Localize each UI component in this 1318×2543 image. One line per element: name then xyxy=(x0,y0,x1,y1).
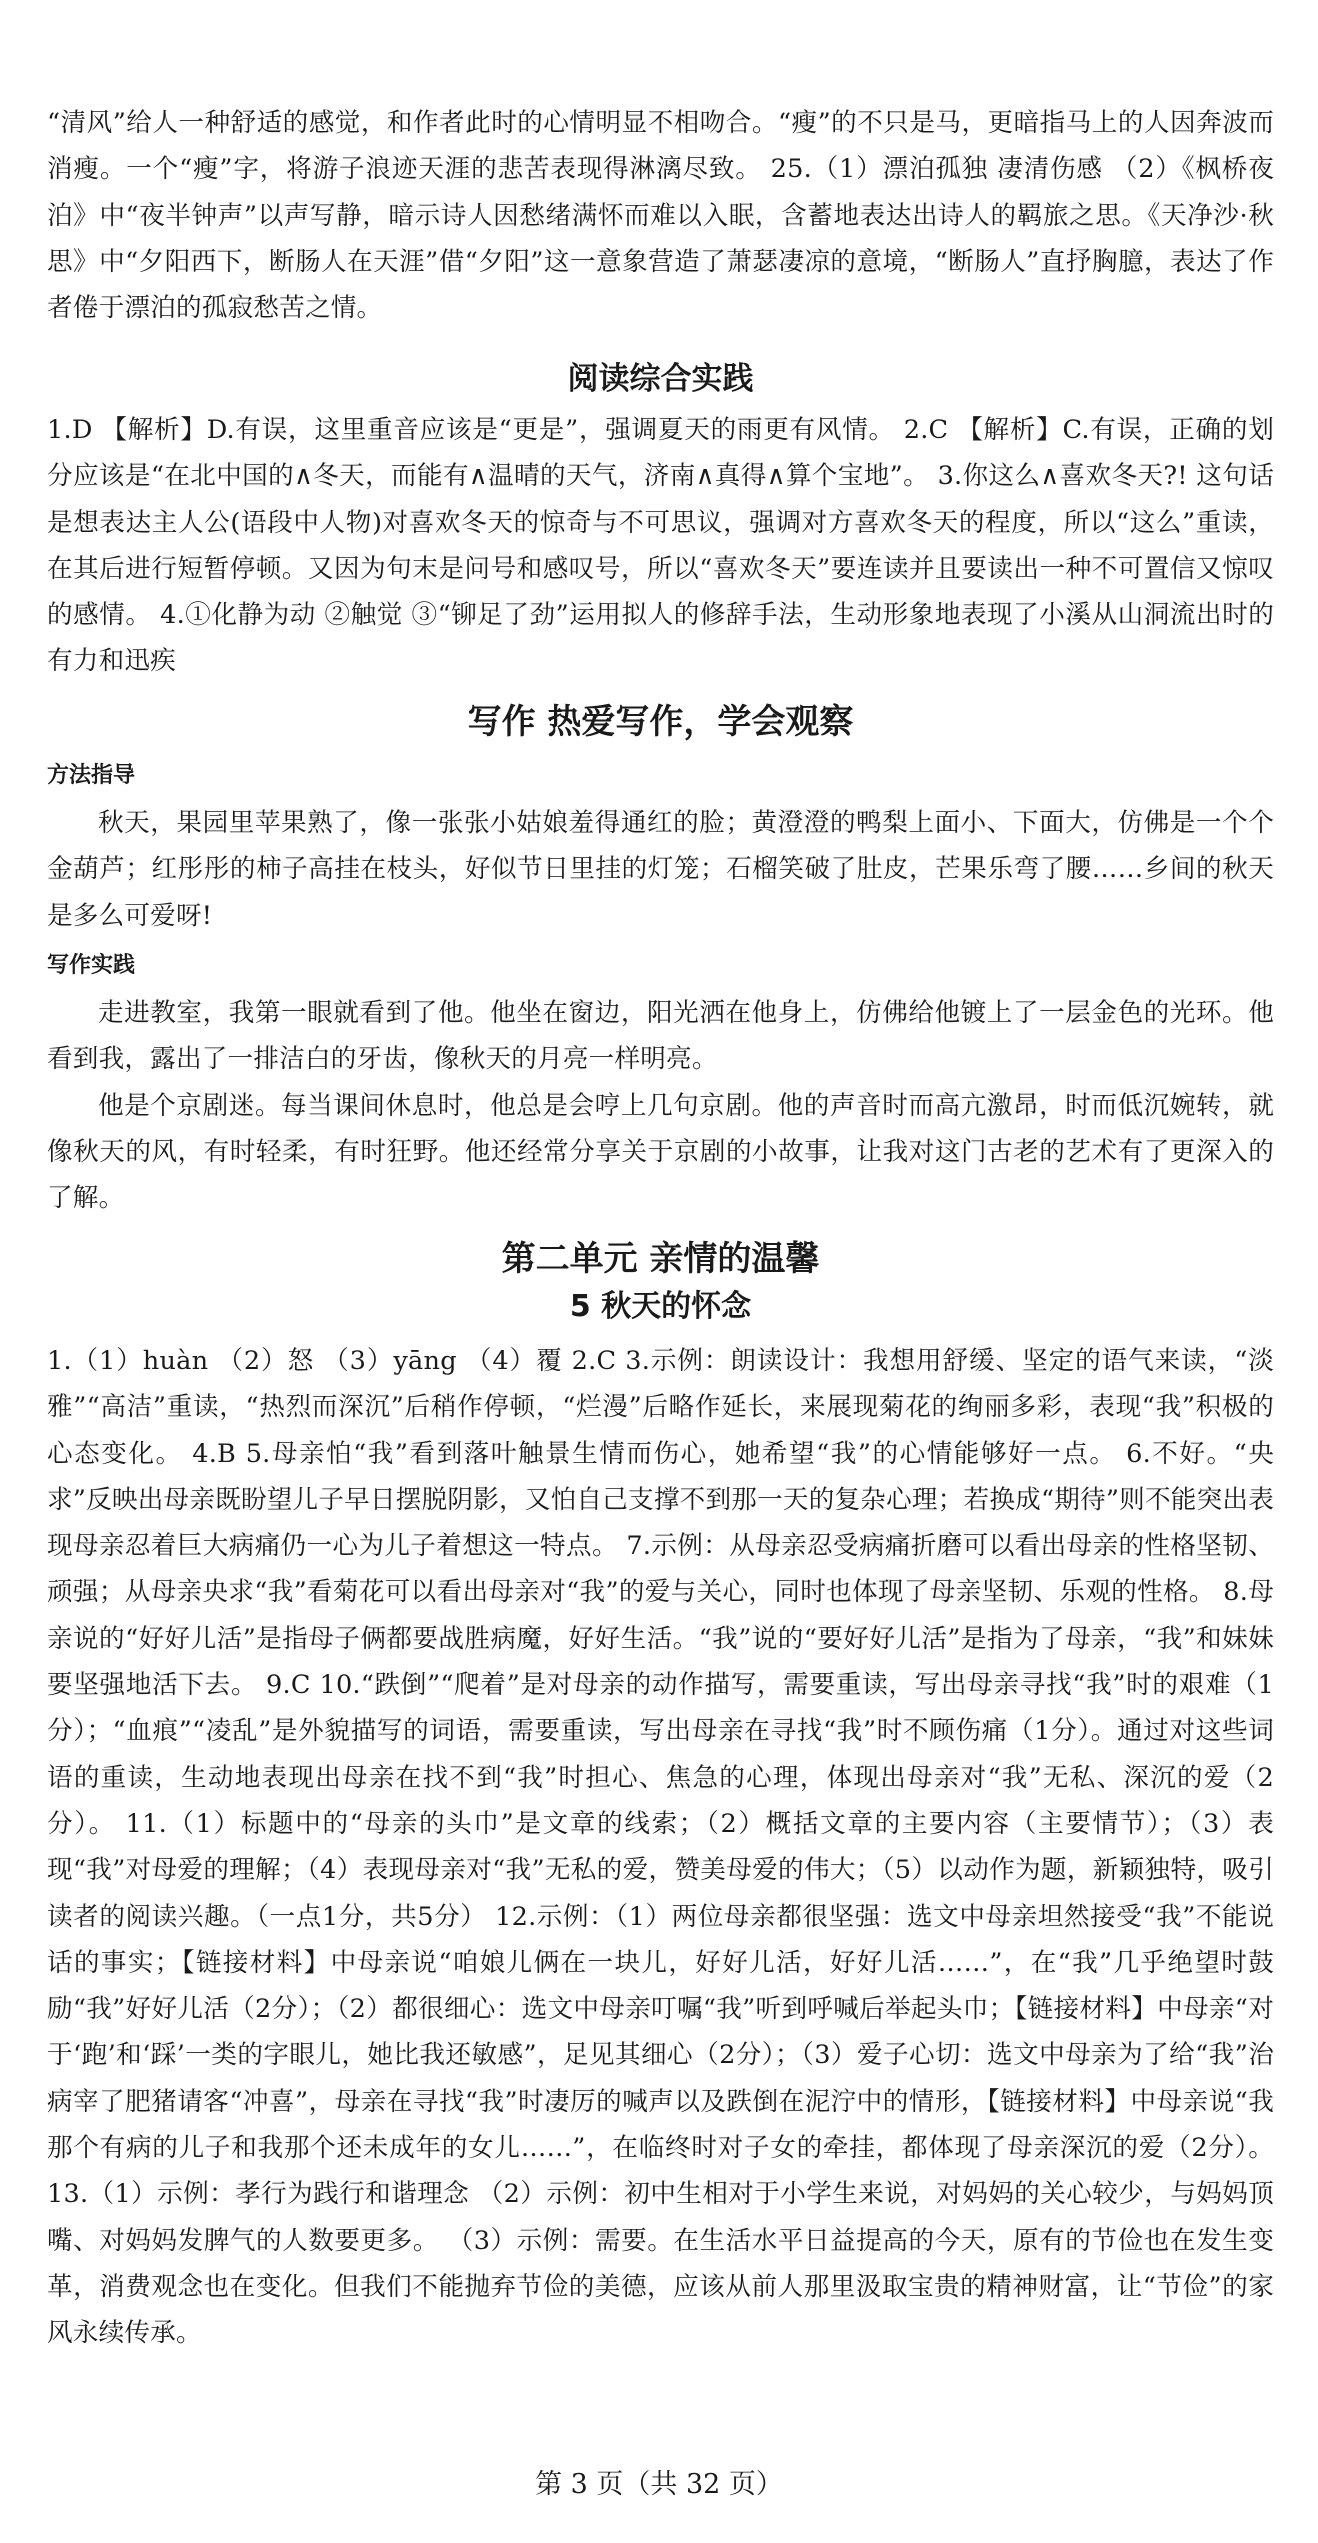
writing-practice-block xyxy=(47,990,1274,1221)
writing-practice-p2: 他是个京剧迷。每当课间休息时，他总是会哼上几句京剧。他的声音时而高亢激昂，时而低沉婉转，就像秋天的风，有时轻柔，有时狂野。他还经常分享关于京剧的小故事，让我对这门古老的艺术有了更深入的了解。 xyxy=(47,1090,1274,1214)
writing-practice-label: 写作实践 xyxy=(47,953,136,978)
lesson-title: 5 秋天的怀念 xyxy=(569,1289,752,1324)
method-guide-text: 秋天，果园里苹果熟了，像一张张小姑娘羞得通红的脸；黄澄澄的鸭梨上面小、下面大，仿佛是一个个金葫芦；红彤彤的柿子高挂在枝头，好似节日里挂的灯笼；石榴笑破了肚皮，芒果乐弯了腰……乡间的秋天是多么可爱呀! xyxy=(47,808,1274,931)
intro-block xyxy=(47,100,1274,331)
method-guide-block xyxy=(47,800,1274,939)
lesson-answers: 1.（1）huàn （2）怒 （3）yāng （4）覆 2.C 3.示例：朗读设计：我想用舒缓、坚定的语气来读，“淡雅”“高洁”重读，“热烈而深沉”后稍作停顿，“烂漫”后略作延长，来展现菊花的绚丽多彩，表现“我”积极的心态变化。 4.B 5.母亲怕“我”看到落叶触景生情而伤心，她希望“我”的心情能够好一点。 6.不好。“央求”反映出母亲既盼望儿子早日摆脱阴影，又怕自己支撑不到那一天的复杂心理；若换成“期待”则不能突出表现母亲忍着巨大病痛仍一心为儿子着想这一特点。 7.示例：从母亲忍受病痛折磨可以看出母亲的性格坚韧、顽强；从母亲央求“我”看菊花可以看出母亲对“我”的爱与关心，同时也体现了母亲坚韧、乐观的性格。 8.母亲说的“好好儿活”是指母子俩都要战胜病魔，好好生活。“我”说的“要好好儿活”是指为了母亲，“我”和妹妹要坚强地活下去。 9.C 10.“跌倒”“爬着”是对母亲的动作描写，需要重读，写出母亲寻找“我”时的艰难（1分）；“血痕”“凌乱”是外貌描写的词语，需要重读，写出母亲在寻找“我”时不顾伤痛（1分）。通过对这些词语的重读，生动地表现出母亲在找不到“我”时担心、焦急的心理，体现出母亲对“我”无私、深沉的爱（2分）。 11.（1）标题中的“母亲的头巾”是文章的线索；（2）概括文章的主要内容（主要情节）；（3）表现“我”对母爱的理解；（4）表现母亲对“我”无私的爱，赞美母爱的伟大；（5）以动作为题，新颖独特，吸引读者的阅读兴趣。（一点1分，共5分） 12.示例：（1）两位母亲都很坚强：选文中母亲坦然接受“我”不能说话的事实；【链接材料】中母亲说“咱娘儿俩在一块儿，好好儿活，好好儿活……”，在“我”几乎绝望时鼓励“我”好好儿活（2分）；（2）都很细心：选文中母亲叮嘱“我”听到呼喊后举起头巾；【链接材料】中母亲“对于‘跑’和‘踩’一类的字眼儿，她比我还敏感”，足见其细心（2分）；（3）爱子心切：选文中母亲为了给“我”治病宰了肥猪请客“冲喜”，母亲在寻找“我”时凄厉的喊声以及跌倒在泥泞中的情形，【链接材料】中母亲说“我那个有病的儿子和我那个还未成年的女儿……”，在临终时对子女的牵挂，都体现了母亲深沉的爱（2分）。 13.（1）示例：孝行为践行和谐理念 （2）示例：初中生相对于小学生来说，对妈妈的关心较少，与妈妈顶嘴、对妈妈发脾气的人数要更多。 （3）示例：需要。在生活水平日益提高的今天，原有的节俭也在发生变革，消费观念也在变化。但我们不能抛弃节俭的美德，应该从前人那里汲取宝贵的精神财富，让“节俭”的家风永续传承。 xyxy=(47,1346,1274,2349)
reading-practice-body: 1.D 【解析】D.有误，这里重音应该是“更是”，强调夏天的雨更有风情。 2.C 【解析】C.有误，正确的划分应该是“在北中国的∧冬天，而能有∧温晴的天气，济南∧真得∧算个宝地”。 3.你这么∧喜欢冬天?! 这句话是想表达主人公(语段中人物)对喜欢冬天的惊奇与不可思议，强调对方喜欢冬天的程度，所以“这么”重读，在其后进行短暂停顿。又因为句末是问号和感叹号，所以“喜欢冬天”要连读并且要读出一种不可置信又惊叹的感情。 4.①化静为动 ②触觉 ③“铆足了劲”运用拟人的修辞手法，生动形象地表现了小溪从山洞流出时的有力和迅疾 xyxy=(47,415,1274,677)
writing-practice-p1: 走进教室，我第一眼就看到了他。他坐在窗边，阳光洒在他身上，仿佛给他镀上了一层金色的光环。他看到我，露出了一排洁白的牙齿，像秋天的月亮一样明亮。 xyxy=(47,998,1274,1075)
reading-practice-title: 阅读综合实践 xyxy=(567,361,754,397)
method-guide-label: 方法指导 xyxy=(47,763,136,788)
unit-title: 第二单元 亲情的温馨 xyxy=(501,1239,820,1279)
page-number: 第 3 页（共 32 页） xyxy=(535,2469,783,2500)
lesson-answers-block xyxy=(47,1338,1274,2357)
intro-paragraph: “清风”给人一种舒适的感觉，和作者此时的心情明显不相吻合。“瘦”的不只是马，更暗指马上的人因奔波而消瘦。一个“瘦”字，将游子浪迹天涯的悲苦表现得淋漓尽致。 25.（1）漂泊孤独 凄清伤感 （2）《枫桥夜泊》中“夜半钟声”以声写静，暗示诗人因愁绪满怀而难以入眠，含蓄地表达出诗人的羁旅之思。《天净沙·秋思》中“夕阳西下，断肠人在天涯”借“夕阳”这一意象营造了萧瑟凄凉的意境，“断肠人”直抒胸臆，表达了作者倦于漂泊的孤寂愁苦之情。 xyxy=(47,108,1274,324)
writing-title: 写作 热爱写作，学会观察 xyxy=(467,702,854,742)
reading-practice-block xyxy=(47,407,1274,685)
